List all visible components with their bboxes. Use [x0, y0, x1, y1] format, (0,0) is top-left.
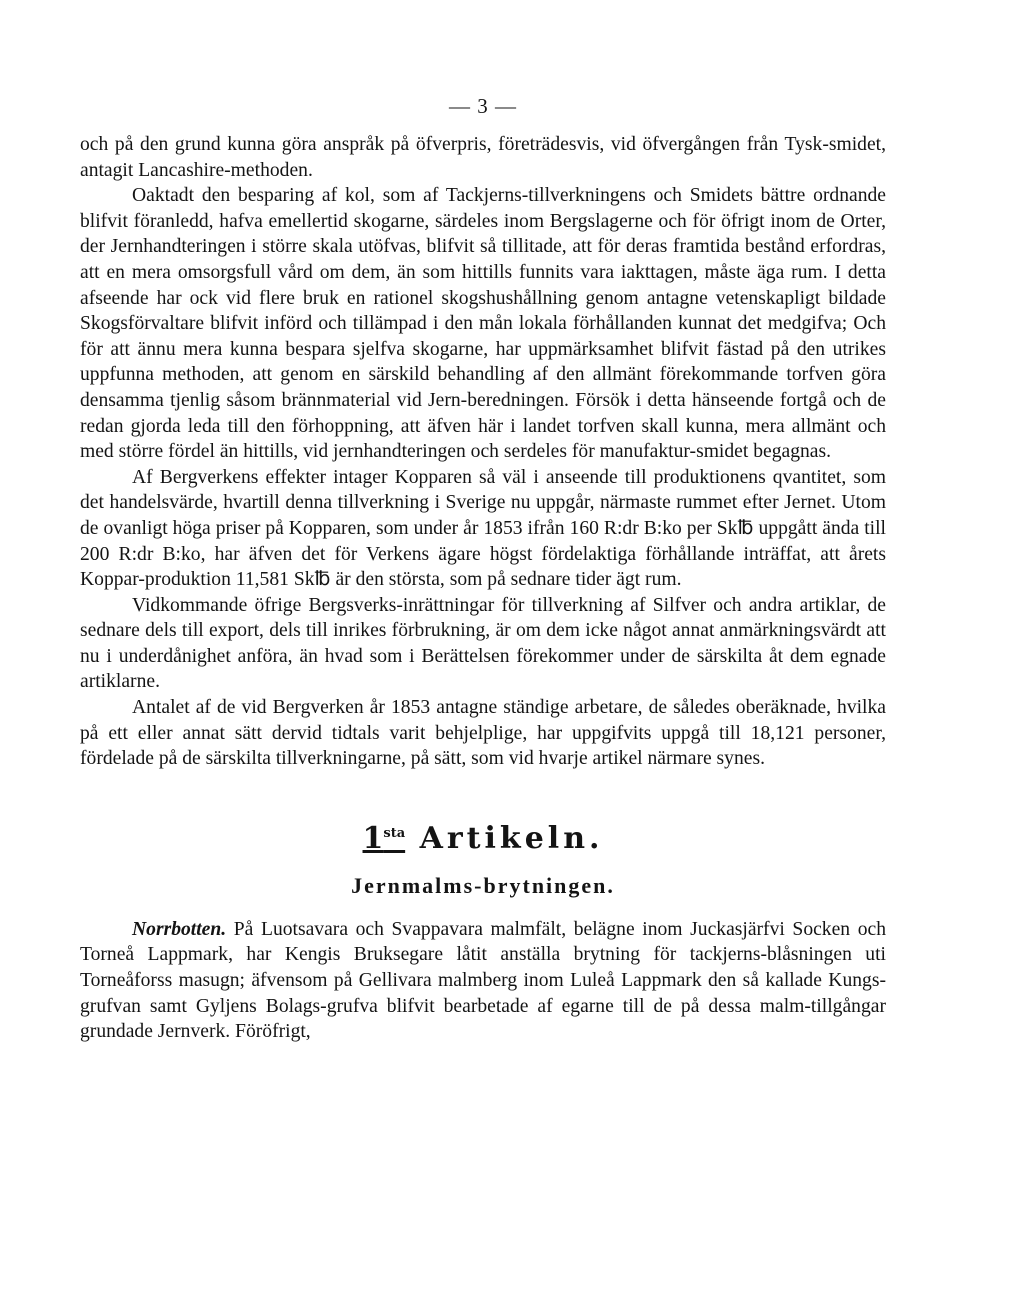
- paragraph-continuation: och på den grund kunna göra anspråk på öfverpris, företrädesvis, vid öfvergången från Tysk-smidet, antagit Lancashire-methoden.: [80, 134, 886, 181]
- article-heading-block: [80, 814, 886, 901]
- paragraph-workers: Antalet af de vid Bergverken år 1853 antagne ständige arbetare, de således oberäknade, hvilka på ett eller annat sätt dervid tidtals varit behjelplige, har uppgifvits uppgå till 18,121 personer, fördelade på de särskilta tillverkningarne, på sätt, som vid hvarje artikel närmare synes.: [80, 697, 886, 770]
- page-number: — 3 —: [449, 94, 517, 118]
- article-ordinal-suffix: sta: [383, 825, 406, 841]
- region-label: Norrbotten.: [132, 918, 227, 940]
- paragraph-other-works: Vidkommande öfrige Bergsverks-inrättningar för tillverkning af Silfver och andra artiklar, de sednare dels till export, dels till inrikes förbrukning, är om dem icke något annat anmärkningsvärdt att nu i underdånighet anföra, än hvad som i Berättelsen förekommer under de särskilta åt dem egnade artiklarne.: [80, 594, 886, 693]
- paragraph-copper: Af Bergverkens effekter intager Kopparen så väl i anseende till produktionens qvantitet, som det handelsvärde, hvartill denna tillverkning i Sverige nu uppgår, närmaste rummet efter Jernet. Utom de ovanligt höga priser på Kopparen, som under år 1853 ifrån 160 R:dr B:ko per Sk℔ uppgått ända till 200 R:dr B:ko, har äfven det för Verkens ägare högst fördelaktiga förhållande inträffat, att årets Koppar-produktion 11,581 Sk℔ är den största, som på sednare tider ägt rum.: [80, 466, 886, 591]
- region-text: På Luotsavara och Svappavara malmfält, belägne inom Juckasjärfvi Socken och Torneå Lappmark, har Kengis Bruksegare låtit anställa brytning för tackjerns-blåsningen uti Torneåforss masugn; äfvensom på Gellivara malmberg inom Luleå Lappmark den så kallade Kungs-grufvan samt Gyljens Bolags-grufva blifvit bearbetade af egarne till de på dessa malm-tillgångar grundade Jernverk. Föröfrigt,: [80, 918, 886, 1043]
- paragraph-norrbotten: [80, 917, 886, 1045]
- article-heading: [80, 814, 886, 859]
- document-page: [80, 92, 886, 1252]
- article-title: Artikeln.: [419, 820, 604, 856]
- section-subheading: Jernmalms-brytningen.: [351, 872, 615, 898]
- paragraph-forest-conservation: Oaktadt den besparing af kol, som af Tackjerns-tillverkningens och Smidets bättre ordnande blifvit föranledd, hafva emellertid skogarne, särdeles inom Bergslagerne och för öfrigt inom de Orter, der Jernhandteringen i större skala utöfvas, blifvit så tillitade, att för deras framtida bestånd erfordras, att en mera omsorgsfull vård om dem, än som hittills funnits vara iakttagen, måste äga rum. I detta afseende har ock vid flere bruk en rationel skogshushållning genom antagne vetenskapligt bildade Skogsförvaltare blifvit införd och tillämpad i den mån lokala förhållanden kunnat det medgifva; Och för att ännu mera kunna bespara sjelfva skogarne, har uppmärksamhet blifvit fästad på den utrikes uppfunna methoden, att genom en särskild behandling af den allmänt förekommande torfven göra densamma tjenlig såsom brännmaterial vid Jern-beredningen. Försök i detta hänseende fortgå och de redan gjorda leda till den förhoppning, att äfven här i landet torfven skall kunna, mera allmänt och med större fördel än hittills, vid jernhandteringen och serdeles för manufaktur-smidet begagnas.: [80, 185, 886, 463]
- article-ordinal-number: 1: [362, 820, 384, 856]
- article-ordinal: [363, 821, 406, 856]
